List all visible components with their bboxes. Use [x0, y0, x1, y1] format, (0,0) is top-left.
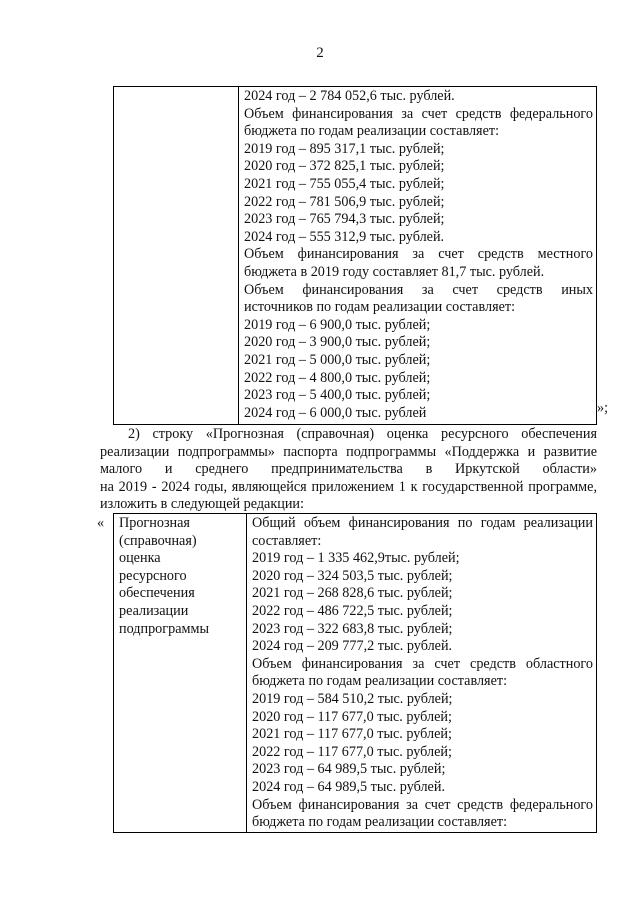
- paragraph-line: на 2019 - 2024 годы, являющейся приложением 1 к государственной программе,: [100, 478, 597, 495]
- table2-label-line: оценка: [119, 550, 161, 567]
- table1-line: 2021 год – 5 000,0 тыс. рублей;: [244, 351, 431, 368]
- table1-line: Объем финансирования за счет средств иных: [244, 281, 593, 298]
- table2-line: 2024 год – 64 989,5 тыс. рублей.: [252, 778, 445, 795]
- table1-line: 2024 год – 2 784 052,6 тыс. рублей.: [244, 88, 455, 104]
- table2-label-line: Прогнозная: [119, 515, 190, 531]
- table2-label-line: обеспечения: [119, 585, 195, 602]
- table1-line: 2023 год – 5 400,0 тыс. рублей;: [244, 387, 431, 404]
- table1-left-cell: [114, 87, 239, 425]
- table2-label-line: (справочная): [119, 532, 197, 549]
- table2-line: 2020 год – 324 503,5 тыс. рублей;: [252, 567, 453, 584]
- closing-quote: »;: [597, 400, 609, 416]
- table2-line: составляет:: [252, 532, 322, 549]
- table2-line: 2023 год – 322 683,8 тыс. рублей;: [252, 620, 453, 637]
- table2-line: Объем финансирования за счет средств федерального: [252, 796, 593, 813]
- table2-line: 2024 год – 209 777,2 тыс. рублей.: [252, 638, 453, 655]
- table1-line: 2024 год – 6 000,0 тыс. рублей: [244, 404, 427, 421]
- table2-line: Объем финансирования за счет средств областного: [252, 655, 593, 672]
- resource-table-new: [113, 513, 597, 833]
- table2-line: 2020 год – 117 677,0 тыс. рублей;: [252, 708, 452, 725]
- table1-line: 2022 год – 781 506,9 тыс. рублей;: [244, 193, 445, 210]
- table2-label-line: ресурсного: [119, 567, 187, 584]
- table2-left-cell: [114, 514, 247, 833]
- table1-line: бюджета по годам реализации составляет:: [244, 123, 500, 140]
- table1-line: 2019 год – 895 317,1 тыс. рублей;: [244, 140, 445, 157]
- table1-line: 2020 год – 372 825,1 тыс. рублей;: [244, 158, 445, 175]
- table1-line: 2023 год – 765 794,3 тыс. рублей;: [244, 211, 445, 228]
- table2-line: 2019 год – 1 335 462,9тыс. рублей;: [252, 550, 460, 567]
- resource-table-continued: [113, 86, 597, 425]
- table1-line: 2022 год – 4 800,0 тыс. рублей;: [244, 369, 431, 386]
- table1-line: 2024 год – 555 312,9 тыс. рублей.: [244, 228, 445, 245]
- table1-right-cell: [239, 87, 597, 425]
- paragraph-line: изложить в следующей редакции:: [100, 496, 304, 513]
- table2-line: 2021 год – 117 677,0 тыс. рублей;: [252, 726, 452, 743]
- table2-label-line: реализации: [119, 602, 189, 619]
- table2-line: 2019 год – 584 510,2 тыс. рублей;: [252, 690, 453, 707]
- table2-line: 2021 год – 268 828,6 тыс. рублей;: [252, 585, 453, 602]
- amendment-paragraph: [100, 426, 597, 514]
- table1-line: 2021 год – 755 055,4 тыс. рублей;: [244, 175, 445, 192]
- table2-right-cell: [247, 514, 597, 833]
- table2-line: Общий объем финансирования по годам реализации: [252, 515, 593, 531]
- table1-line: 2020 год – 3 900,0 тыс. рублей;: [244, 334, 431, 351]
- table2-label-line: подпрограммы: [119, 620, 209, 637]
- table2-line: 2023 год – 64 989,5 тыс. рублей;: [252, 761, 446, 778]
- table2-line: 2022 год – 117 677,0 тыс. рублей;: [252, 743, 452, 760]
- table1-line: Объем финансирования за счет средств местного: [244, 246, 593, 263]
- paragraph-line: 2) строку «Прогнозная (справочная) оценка ресурсного обеспечения: [128, 426, 597, 442]
- table1-line: Объем финансирования за счет средств федерального: [244, 105, 593, 122]
- table1-line: источников по годам реализации составляет:: [244, 299, 516, 316]
- paragraph-line: малого и среднего предпринимательства в Иркутской области»: [100, 461, 597, 478]
- table2-line: 2022 год – 486 722,5 тыс. рублей;: [252, 602, 453, 619]
- table2-line: бюджета по годам реализации составляет:: [252, 814, 508, 831]
- table2-line: бюджета по годам реализации составляет:: [252, 673, 508, 690]
- opening-quote: «: [97, 515, 105, 531]
- paragraph-line: реализации подпрограммы» паспорта подпрограммы «Поддержка и развитие: [100, 443, 597, 460]
- table1-line: бюджета в 2019 году составляет 81,7 тыс. рублей.: [244, 263, 545, 280]
- page-number: 2: [316, 45, 324, 61]
- table1-line: 2019 год – 6 900,0 тыс. рублей;: [244, 316, 431, 333]
